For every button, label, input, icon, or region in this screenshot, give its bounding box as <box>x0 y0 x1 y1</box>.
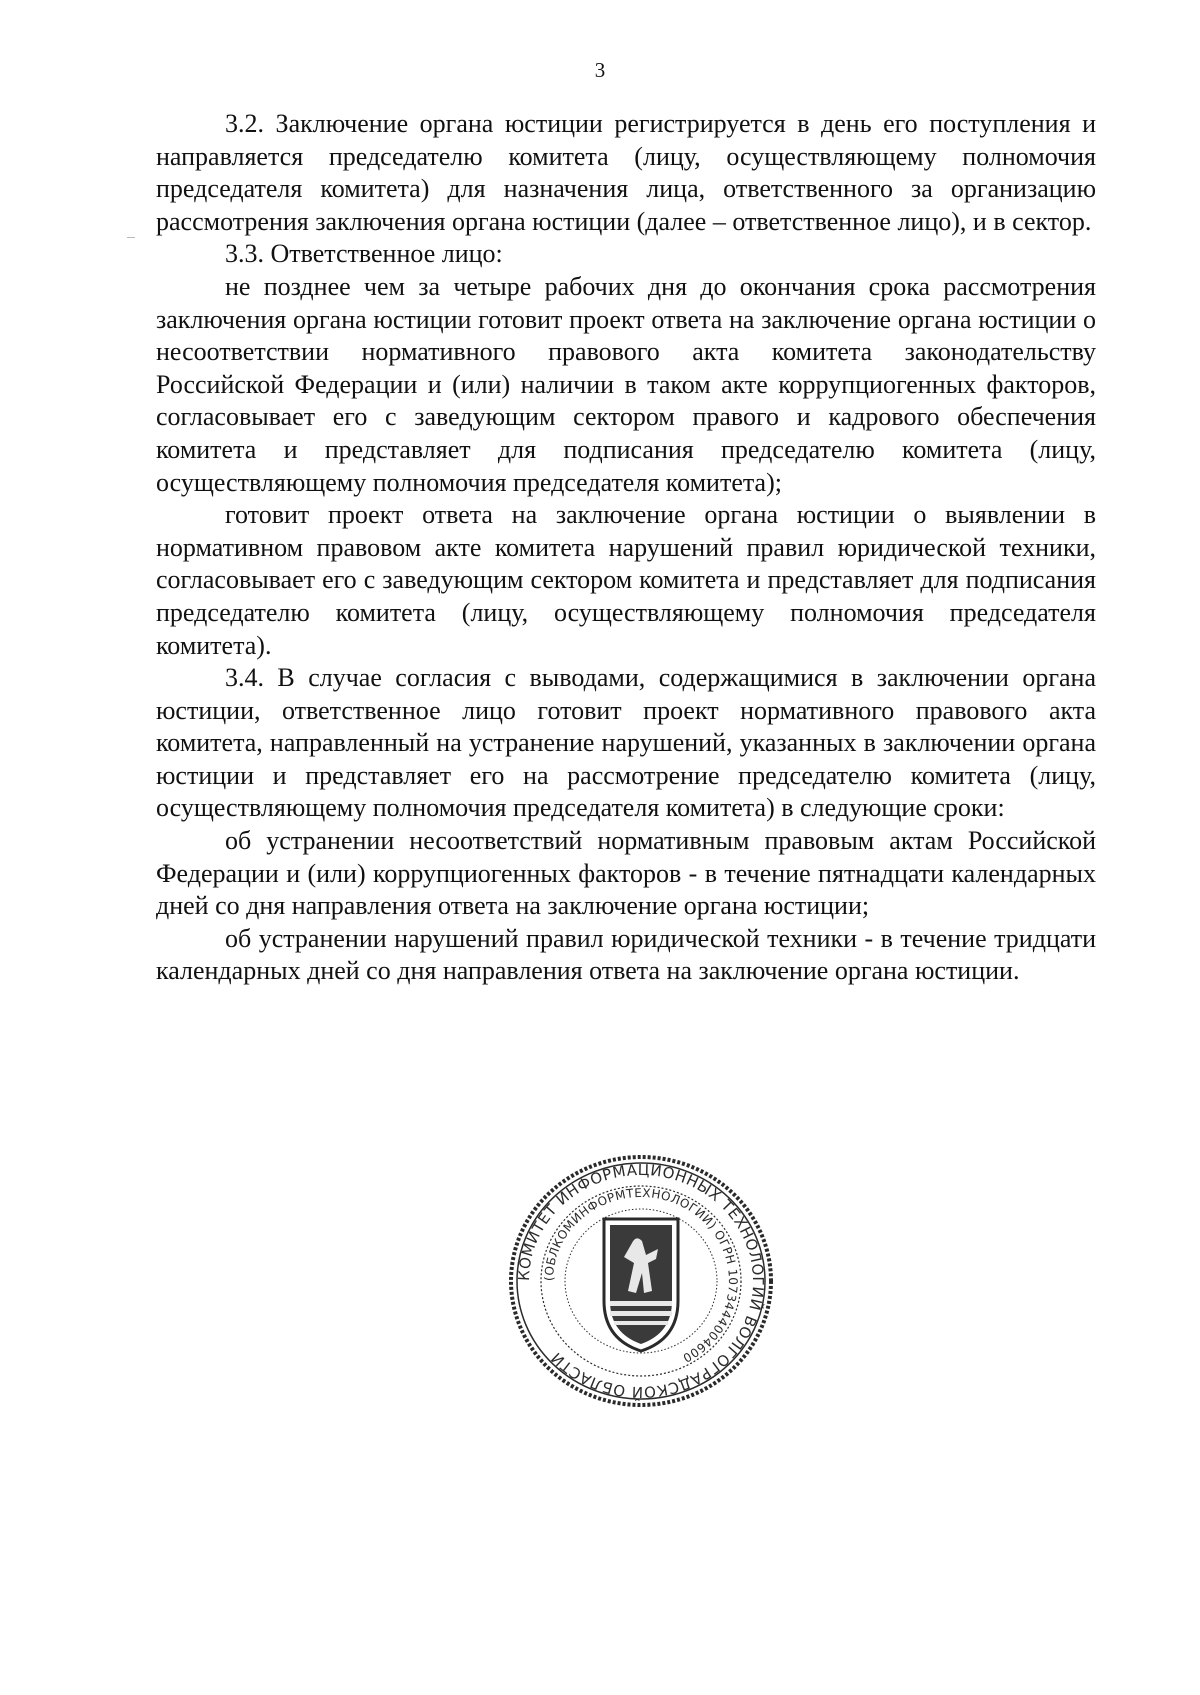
paragraph-3-2: 3.2. Заключение органа юстиции регистрируется в день его поступления и направляется председателю комитета (лицу, осуществляющему полномочия председателя комитета) для назначения лица, ответственного за организацию рассмотрения заключения органа юстиции (далее – ответственное лицо), и в сектор. <box>156 109 1096 236</box>
seal-outer-text: КОМИТЕТ ИНФОРМАЦИОННЫХ ТЕХНОЛОГИЙ ВОЛГОГРАДСКОЙ ОБЛАСТИ <box>514 1160 768 1402</box>
seal-inner-text: (ОБЛКОМИНФОРМТЕХНОЛОГИИ) ОГРН 1073444004600 <box>541 1185 741 1366</box>
paragraph-3-4: 3.4. В случае согласия с выводами, содержащимися в заключении органа юстиции, ответственное лицо готовит проект нормативного правового акта комитета, направленный на устранение нарушений, указанных в заключении органа юстиции и представляет его на рассмотрение председателю комитета (лицу, осуществляющему полномочия председателя комитета) в следующие сроки: <box>156 663 1096 823</box>
page-number: 3 <box>594 58 606 82</box>
paragraph-3-3-item-1: не позднее чем за четыре рабочих дня до окончания срока рассмотрения заключения органа юстиции готовит проект ответа на заключение органа юстиции о несоответствии нормативного правового акта комитета законодательству Российской Федерации и (или) наличии в таком акте коррупциогенных факторов, согласовывает его с заведующим сектором правого и кадрового обеспечения комитета и представляет для подписания председателю комитета (лицу, осуществляющему полномочия председателя комитета); <box>156 271 1096 497</box>
official-seal <box>506 1151 776 1411</box>
coat-of-arms-emblem <box>604 1219 678 1351</box>
paragraph-3-3: 3.3. Ответственное лицо: <box>225 239 503 269</box>
paragraph-3-4-item-1: об устранении несоответствий нормативным правовым актам Российской Федерации и (или) коррупциогенных факторов - в течение пятнадцати календарных дней со дня направления ответа на заключение органа юстиции; <box>156 826 1096 921</box>
paragraph-3-4-item-2: об устранении нарушений правил юридической техники - в течение тридцати календарных дней со дня направления ответа на заключение органа юстиции. <box>156 923 1096 986</box>
margin-mark <box>127 237 135 238</box>
seal-graphic <box>506 1151 776 1411</box>
document-body <box>156 108 1096 988</box>
paragraph-3-3-item-2: готовит проект ответа на заключение органа юстиции о выявлении в нормативном правовом акте комитета нарушений правил юридической техники, согласовывает его с заведующим сектором комитета и представляет для подписания председателю комитета (лицу, осуществляющему полномочия председателя комитета). <box>156 500 1096 660</box>
